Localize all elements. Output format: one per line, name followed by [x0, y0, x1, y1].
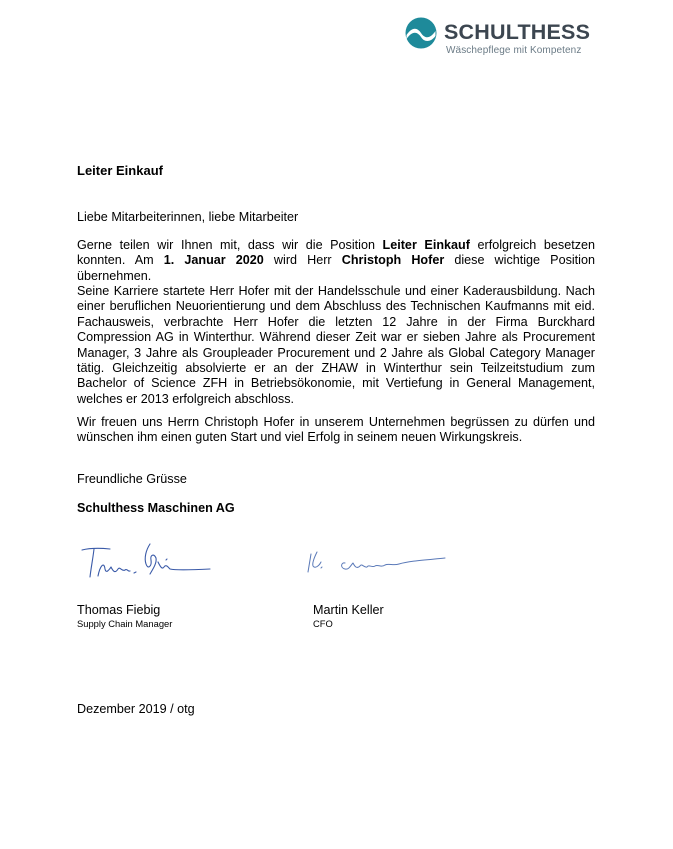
logo-wordmark: SCHULTHESS: [444, 20, 591, 44]
signer-name: Martin Keller: [313, 603, 384, 617]
closing-line: Freundliche Grüsse: [77, 472, 187, 486]
signer-role: Supply Chain Manager: [77, 618, 173, 629]
signer-fiebig: [77, 603, 172, 631]
company-logo: [405, 15, 633, 60]
logo-tagline: Wäschepflege mit Kompetenz: [446, 45, 582, 56]
company-name: Schulthess Maschinen AG: [77, 501, 235, 515]
position-name: Leiter Einkauf: [382, 238, 470, 252]
person-name: Christoph Hofer: [341, 253, 445, 268]
letter-title: Leiter Einkauf: [77, 163, 163, 178]
paragraph-announcement: Gerne teilen wir Ihnen mit, dass wir die Position Leiter Einkauf erfolgreich besetzen konnten. Am 1. Januar 2020 wird Herr Christoph Hofer diese wichtige Position übernehmen.: [77, 238, 595, 283]
signature-keller: [305, 548, 450, 576]
start-date: 1. Januar 2020: [163, 253, 264, 268]
signature-fiebig: [80, 536, 215, 586]
signer-role: CFO: [313, 618, 333, 629]
paragraph-welcome: Wir freuen uns Herrn Christoph Hofer in unserem Unternehmen begrüssen zu dürfen und wünschen ihm einen guten Start und viel Erfolg in seinem neuen Wirkungskreis.: [77, 415, 595, 445]
dateline: Dezember 2019 / otg: [77, 702, 195, 716]
wave-circle-icon: [405, 17, 437, 49]
greeting: Liebe Mitarbeiterinnen, liebe Mitarbeiter: [77, 210, 299, 224]
signer-keller: [313, 603, 384, 631]
signer-name: Thomas Fiebig: [77, 603, 161, 617]
paragraph-career: Seine Karriere startete Herr Hofer mit der Handelsschule und einer Kaderausbildung. Nach einer beruflichen Neuorientierung und dem Abschluss des Technischen Kaufmanns mit eid. Fachausweis, verbrachte Herr Hofer die letzten 12 Jahre in der Firma Burckhard Compression AG in Winterthur. Während dieser Zeit war er sieben Jahre als Procurement Manager, 3 Jahre als Groupleader Procurement und 2 Jahre als Global Category Manager tätig. Gleichzeitig absolvierte er an der ZHAW in Winterthur sein Teilzeitstudium zum Bachelor of Science ZFH in Betriebsökonomie, mit Vertiefung in General Management, welches er 2013 erfolgreich abschloss.: [77, 284, 595, 406]
